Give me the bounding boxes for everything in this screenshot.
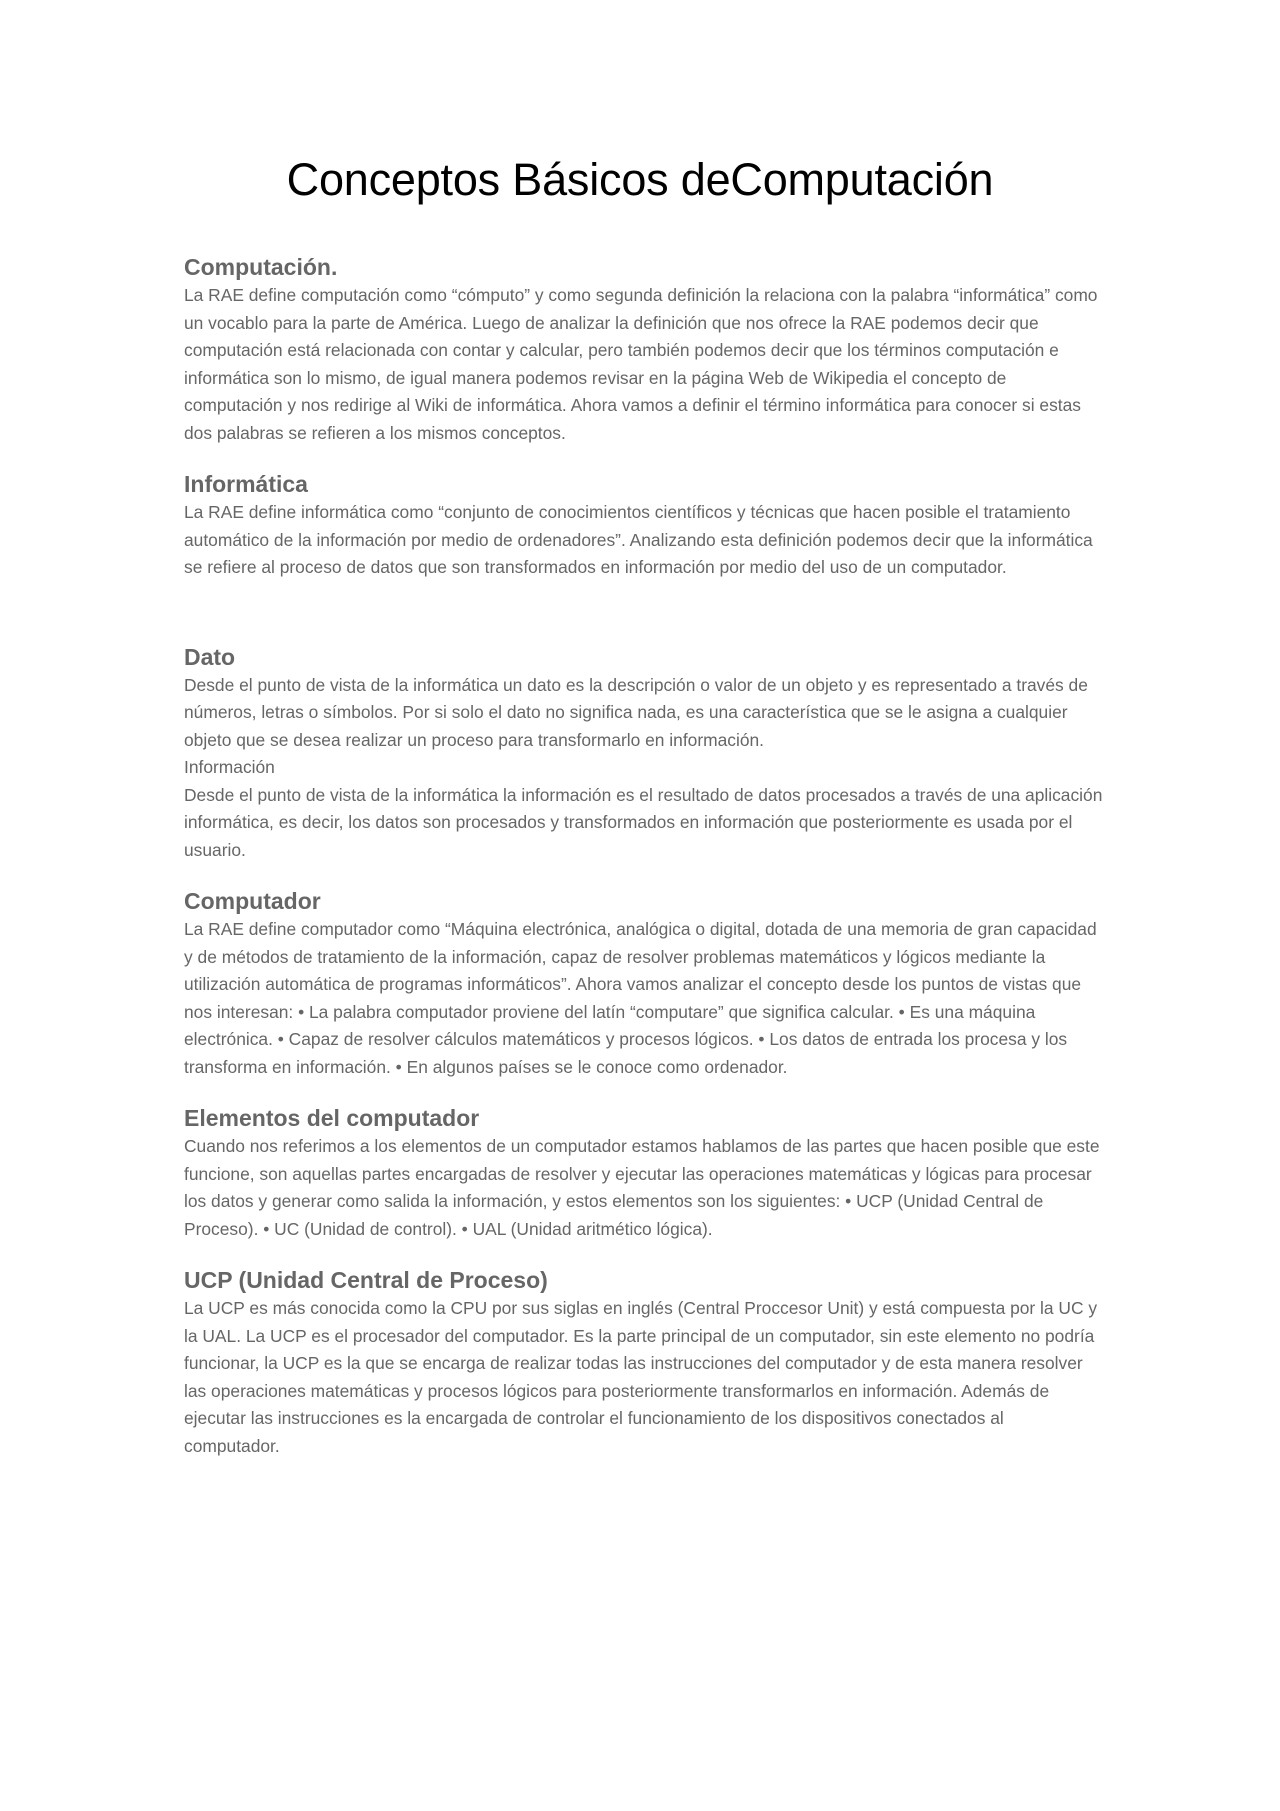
section-dato: [184, 642, 1104, 865]
section-paragraph: La RAE define computación como “cómputo” y como segunda definición la relaciona con la palabra “informática” como un vocablo para la parte de América. Luego de analizar la definición que nos ofrece la RAE podemos decir que computación está relacionada con contar y calcular, pero también podemos decir que los términos computación e informática son lo mismo, de igual manera podemos revisar en la página Web de Wikipedia el concepto de computación y nos redirige al Wiki de informática. Ahora vamos a definir el término informática para conocer si estas dos palabras se refieren a los mismos conceptos.: [184, 285, 1098, 443]
section-paragraph: La UCP es más conocida como la CPU por sus siglas en inglés (Central Proccesor Unit) y está compuesta por la UC y la UAL. La UCP es el procesador del computador. Es la parte principal de un computador, sin este elemento no podría funcionar, la UCP es la que se encarga de realizar todas las instrucciones del computador y de esta manera resolver las operaciones matemáticas y procesos lógicos para posteriormente transformarlos en información. Además de ejecutar las instrucciones es la encargada de controlar el funcionamiento de los dispositivos conectados al computador.: [184, 1298, 1098, 1456]
section-heading: Dato: [184, 643, 236, 670]
section-heading: UCP (Unidad Central de Proceso): [184, 1267, 548, 1293]
section-heading: Computador: [184, 888, 321, 914]
section-paragraph: La RAE define computador como “Máquina electrónica, analógica o digital, dotada de una memoria de gran capacidad y de métodos de tratamiento de la información, capaz de resolver problemas matemáticos y lógicos mediante la utilización automática de programas informáticos”. Ahora vamos analizar el concepto desde los puntos de vistas que nos interesan: • La palabra computador proviene del latín “computare” que significa calcular. • Es una máquina electrónica. • Capaz de resolver cálculos matemáticos y procesos lógicos. • Los datos de entrada los procesa y los transforma en información. • En algunos países se le conoce como ordenador.: [184, 919, 1097, 1077]
section-computacion: [184, 252, 1104, 447]
section-paragraph: La RAE define informática como “conjunto de conocimientos científicos y técnicas que hacen posible el tratamiento automático de la información por medio de ordenadores”. Analizando esta definición podemos decir que la informática se refiere al proceso de datos que son transformados en información por medio del uso de un computador.: [184, 502, 1093, 577]
section-heading: Informática: [184, 471, 308, 497]
section-paragraph: Cuando nos referimos a los elementos de un computador estamos hablamos de las partes que hacen posible que este funcione, son aquellas partes encargadas de resolver y ejecutar las operaciones matemáticas y lógicas para procesar los datos y generar como salida la información, y estos elementos son los siguientes: • UCP (Unidad Central de Proceso). • UC (Unidad de control). • UAL (Unidad aritmético lógica).: [184, 1136, 1100, 1239]
section-computador: [184, 886, 1104, 1081]
section-informatica: [184, 469, 1104, 582]
section-ucp: [184, 1265, 1104, 1460]
section-heading: Computación.: [184, 254, 338, 280]
subsection-label: Información: [184, 757, 275, 777]
section-paragraph: Desde el punto de vista de la informática la información es el resultado de datos procesados a través de una aplicación informática, es decir, los datos son procesados y transformados en información que posteriormente es usada por el usuario.: [184, 784, 1103, 860]
section-elementos-del-computador: [184, 1103, 1104, 1243]
document-body: [184, 252, 1104, 1460]
document-title: Conceptos Básicos deComputación: [286, 154, 994, 205]
section-heading: Elementos del computador: [184, 1105, 480, 1131]
section-paragraph: Desde el punto de vista de la informática un dato es la descripción o valor de un objeto y es representado a través de números, letras o símbolos. Por si solo el dato no significa nada, es una característica que se le asigna a cualquier objeto que se desea realizar un proceso para transformarlo en información.: [184, 674, 1088, 750]
